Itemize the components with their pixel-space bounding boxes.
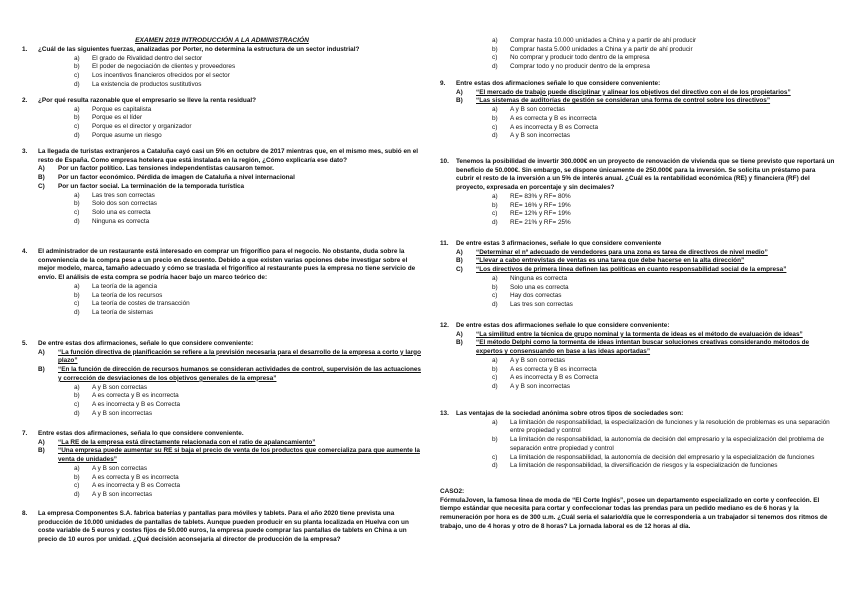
- question-9: [440, 80, 835, 141]
- option: c) Porque es el director y organizador: [74, 123, 192, 131]
- option: b) Solo una es correcta: [492, 283, 569, 291]
- option: b) Comprar hasta 5.000 unidades a China y a partir de ahí producir: [492, 45, 693, 53]
- option: b) A es correcta y B es incorrecta: [74, 392, 179, 400]
- option: d) Las tres son correctas: [492, 300, 573, 308]
- option: c) RE= 12% y RF= 19%: [492, 210, 571, 218]
- statement: B) “El método Delphi como la tormenta de ideas intentan buscar soluciones creativas considerando métodos de expertos y consensuando en base a las ideas aportadas”: [456, 339, 810, 356]
- option: a) Las tres son correctas: [74, 191, 155, 199]
- statement: A) “La RE de la empresa está directamente relacionada con el ratio de apalancamiento”: [38, 438, 316, 446]
- question-text: Las ventajas de la sociedad anónima sobre otros tipos de sociedades son:: [456, 410, 684, 417]
- option: d) La existencia de productos sustitutivos: [74, 80, 202, 88]
- question-12: [440, 322, 835, 392]
- option: d) RE= 21% y RF= 25%: [492, 218, 571, 226]
- option: b) Porque es el líder: [74, 114, 143, 122]
- question-3: [22, 148, 422, 226]
- option: a) RE= 83% y RF= 80%: [492, 192, 571, 200]
- option: c) No comprar y producir todo dentro de la empresa: [492, 54, 650, 62]
- option: a) Porque es capitalista: [74, 105, 152, 113]
- option: a) A y B son correctas: [74, 464, 148, 472]
- option: c) Solo una es correcta: [74, 208, 151, 216]
- statement: B) “En la función de dirección de recursos humanos se consideran actividades de control, supervisión de las actuaciones y corrección de desviaciones de los objetivos generales de la empresa”: [38, 366, 421, 382]
- option: b) La limitación de responsabilidad, la autonomía de decisión del empresario y la especialización del problema de separación entre propiedad y control: [492, 436, 825, 452]
- option: c) A es incorrecta y B es Correcta: [74, 400, 181, 408]
- statement: A) Por un factor político. Las tensiones independentistas causaron temor.: [38, 165, 274, 173]
- question-8-options: [440, 37, 835, 72]
- question-text: Tenemos la posibilidad de invertir 300.000€ en un proyecto de renovación de vivienda que se tiene previsto que reportará un beneficio de 50.000€. Sin embargo, se dispone únicamente de 250.000€ para la inversión. Se solicita un préstamo para cubrir el resto de la inversión a un 5% de interés anual. ¿Cuál es la rentabilidad económica (RE) y financiera (RF) del proyecto, expresada en porcentaje y sin decimales?: [456, 158, 835, 192]
- option: a) Ninguna es correcta: [492, 274, 568, 282]
- option: b) A es correcta y B es incorrecta: [492, 365, 597, 373]
- question-text: La empresa Componentes S.A. fabrica baterías y pantallas para móviles y tablets. Para el año 2020 tiene prevista una producción de 10.000 unidades de pantallas de tablets. Aunque pueden producir en su planta localizada en Huelva con un coste variable de 5 euros y costes fijos de 50.000 euros, la empresa puede comprar las pantallas de tablets en China a un precio de 10 euros por unidad. ¿Qué decisión aconsejaría al director de producción de la empresa?: [38, 510, 409, 544]
- question-text: ¿Por qué resulta razonable que el empresario se lleve la renta residual?: [38, 97, 257, 104]
- question-number: 12.: [440, 322, 449, 329]
- option: c) A es incorrecta y B es Correcta: [492, 374, 599, 382]
- question-number: 2.: [22, 97, 28, 104]
- statement: A) “El mercado de trabajo puede disciplinar y alinear los objetivos del directivo con el de los propietarios”: [456, 88, 791, 96]
- question-number: 4.: [22, 248, 28, 255]
- statement: B) “Llevar a cabo entrevistas de ventas es una tarea que debe hacerse en la alta dirección”: [456, 257, 745, 265]
- option: a) A y B son correctas: [492, 106, 566, 114]
- question-number: 3.: [22, 148, 28, 155]
- statement: C) Por un factor social. La terminación de la temporada turística: [38, 182, 245, 190]
- option: d) A y B son incorrectas: [74, 490, 153, 498]
- question-text: El administrador de un restaurante está interesado en comprar un frigorífico para el negocio. No obstante, duda sobre la conveniencia de la compra pese a un precio en descuento. Debido a que existen varias opciones debe investigar sobre el mejor modelo, marca, tamaño adecuado y cómo se traslada el frigorífico al restaurante pues la empresa no tiene servicio de envío. El análisis de esta compra se podría hacer bajo un marco teórico de:: [38, 248, 416, 282]
- option: b) A es correcta y B es incorrecta: [74, 473, 179, 481]
- case-text: FórmulaJoven, la famosa línea de moda de “El Corte Inglés”, posee un departamento especializado en corte y confección. El tiempo estándar que necesita para cortar y confeccionar todas las prendas para un pedido mediano es de 6 horas y la remuneración por hora es de 300 u.m. ¿Cuál sería el salario/día que le correspondería a un trabajador si tenemos dos ritmos de: [440, 496, 828, 522]
- question-text: De entre estas 3 afirmaciones, señale lo que considere conveniente: [456, 240, 662, 247]
- option: d) Porque asume un riesgo: [74, 131, 162, 139]
- statement: B) “Una empresa puede aumentar su RE si baja el precio de venta de los productos que comercializa para que aumente la venta de unidades”: [38, 447, 420, 464]
- option: a) A y B son correctas: [492, 356, 566, 364]
- option: c) A es incorrecta y B es Correcta: [492, 123, 599, 131]
- case-text-continued: trabajo, uno de 4 horas y otro de 8 horas? La jornada laboral es de 12 horas al día.: [440, 522, 691, 530]
- option: b) La teoría de los recursos: [74, 291, 163, 299]
- case-title: CASO2:: [440, 488, 465, 495]
- option: a) La limitación de responsabilidad, la especialización de funciones y la resolución de problemas es una separación entre propiedad y control: [492, 418, 830, 435]
- option: c) Hay dos correctas: [492, 292, 562, 300]
- question-text: ¿Cuál de las siguientes fuerzas, analizadas por Porter, no determina la estructura de un sector industrial?: [38, 46, 360, 53]
- option: a) La teoría de la agencia: [74, 282, 158, 290]
- question-text: De entre estas dos afirmaciones señale lo que considere conveniente:: [456, 322, 670, 329]
- question-text: Entre estas dos afirmaciones señale lo que considere conveniente:: [456, 80, 661, 87]
- question-text: La llegada de turistas extranjeros a Cataluña cayó casi un 5% en octubre de 2017 mientras que, en el mismo mes, subió en el resto de España. Como empresa hotelera que está instalada en la región, ¿Cómo explicaría ese dato?: [38, 148, 419, 164]
- question-number: 1.: [22, 46, 28, 53]
- question-5: [22, 340, 422, 418]
- option: c) La limitación de responsabilidad, la autonomía de decisión del empresario y la especialización de funciones: [492, 453, 815, 461]
- option: a) Comprar hasta 10.000 unidades a China y a partir de ahí producir: [492, 37, 697, 44]
- question-number: 11.: [440, 240, 449, 247]
- question-number: 8.: [22, 510, 28, 517]
- statement: B) “Las sistemas de auditorías de gestión se consideran una forma de control sobre los directivos”: [456, 97, 771, 105]
- statement: A) “Determinar el nº adecuado de vendedores para una zona es tarea de directivos de nivel medio”: [456, 248, 768, 256]
- option: d) Ninguna es correcta: [74, 217, 150, 225]
- option: b) El poder de negociación de clientes y proveedores: [74, 63, 236, 71]
- question-number: 5.: [22, 340, 28, 347]
- option: c) A es incorrecta y B es Correcta: [74, 482, 181, 490]
- question-number: 10.: [440, 158, 449, 165]
- option: b) RE= 16% y RF= 19%: [492, 201, 571, 209]
- case-2: [440, 488, 835, 532]
- option: c) Los incentivos financieros ofrecidos por el sector: [74, 72, 230, 80]
- question-1: [22, 46, 422, 90]
- question-number: 7.: [22, 430, 28, 437]
- question-13: [440, 410, 835, 471]
- option: c) La teoría de costes de transacción: [74, 300, 190, 308]
- option: d) La teoría de sistemas: [74, 308, 154, 316]
- option: a) A y B son correctas: [74, 383, 148, 391]
- question-text: De entre estas dos afirmaciones, señale lo que considere conveniente:: [38, 340, 254, 347]
- statement: C) “Los directivos de primera línea definen las políticas en cuanto responsabilidad social de la empresa”: [456, 266, 787, 274]
- option: d) A y B son incorrectas: [74, 409, 153, 417]
- statement: B) Por un factor económico. Pérdida de imagen de Cataluña a nivel internacional: [38, 174, 295, 182]
- question-number: 13.: [440, 410, 449, 417]
- exam-title: EXAMEN 2019 INTRODUCCIÓN A LA ADMINISTRACIÓN: [135, 37, 309, 44]
- question-number: 9.: [440, 80, 446, 87]
- option: b) A es correcta y B es incorrecta: [492, 114, 597, 122]
- option: d) A y B son incorrectas: [492, 132, 571, 140]
- question-text: Entre estas dos afirmaciones, señala lo que considere conveniente.: [38, 430, 244, 437]
- option: d) Comprar todo y no producir dentro de la empresa: [492, 63, 650, 71]
- question-2: [22, 97, 422, 141]
- option: d) La limitación de responsabilidad, la diversificación de riesgos y la especialización de funciones: [492, 462, 778, 470]
- option: a) El grado de Rivalidad dentro del sector: [74, 54, 203, 62]
- option: d) A y B son incorrectas: [492, 382, 571, 390]
- question-11: [440, 240, 835, 310]
- question-10: [440, 158, 835, 228]
- option: b) Solo dos son correctas: [74, 200, 158, 208]
- statement: A) “La similitud entre la técnica de grupo nominal y la tormenta de ideas es el método de evaluación de ideas”: [456, 330, 803, 338]
- question-7: [22, 430, 422, 500]
- question-8: [22, 510, 422, 545]
- statement: A) “La función directiva de planificación se refiere a la previsión necesaria para el desarrollo de la empresa a corto y largo plazo”: [38, 348, 421, 365]
- question-4: [22, 248, 422, 318]
